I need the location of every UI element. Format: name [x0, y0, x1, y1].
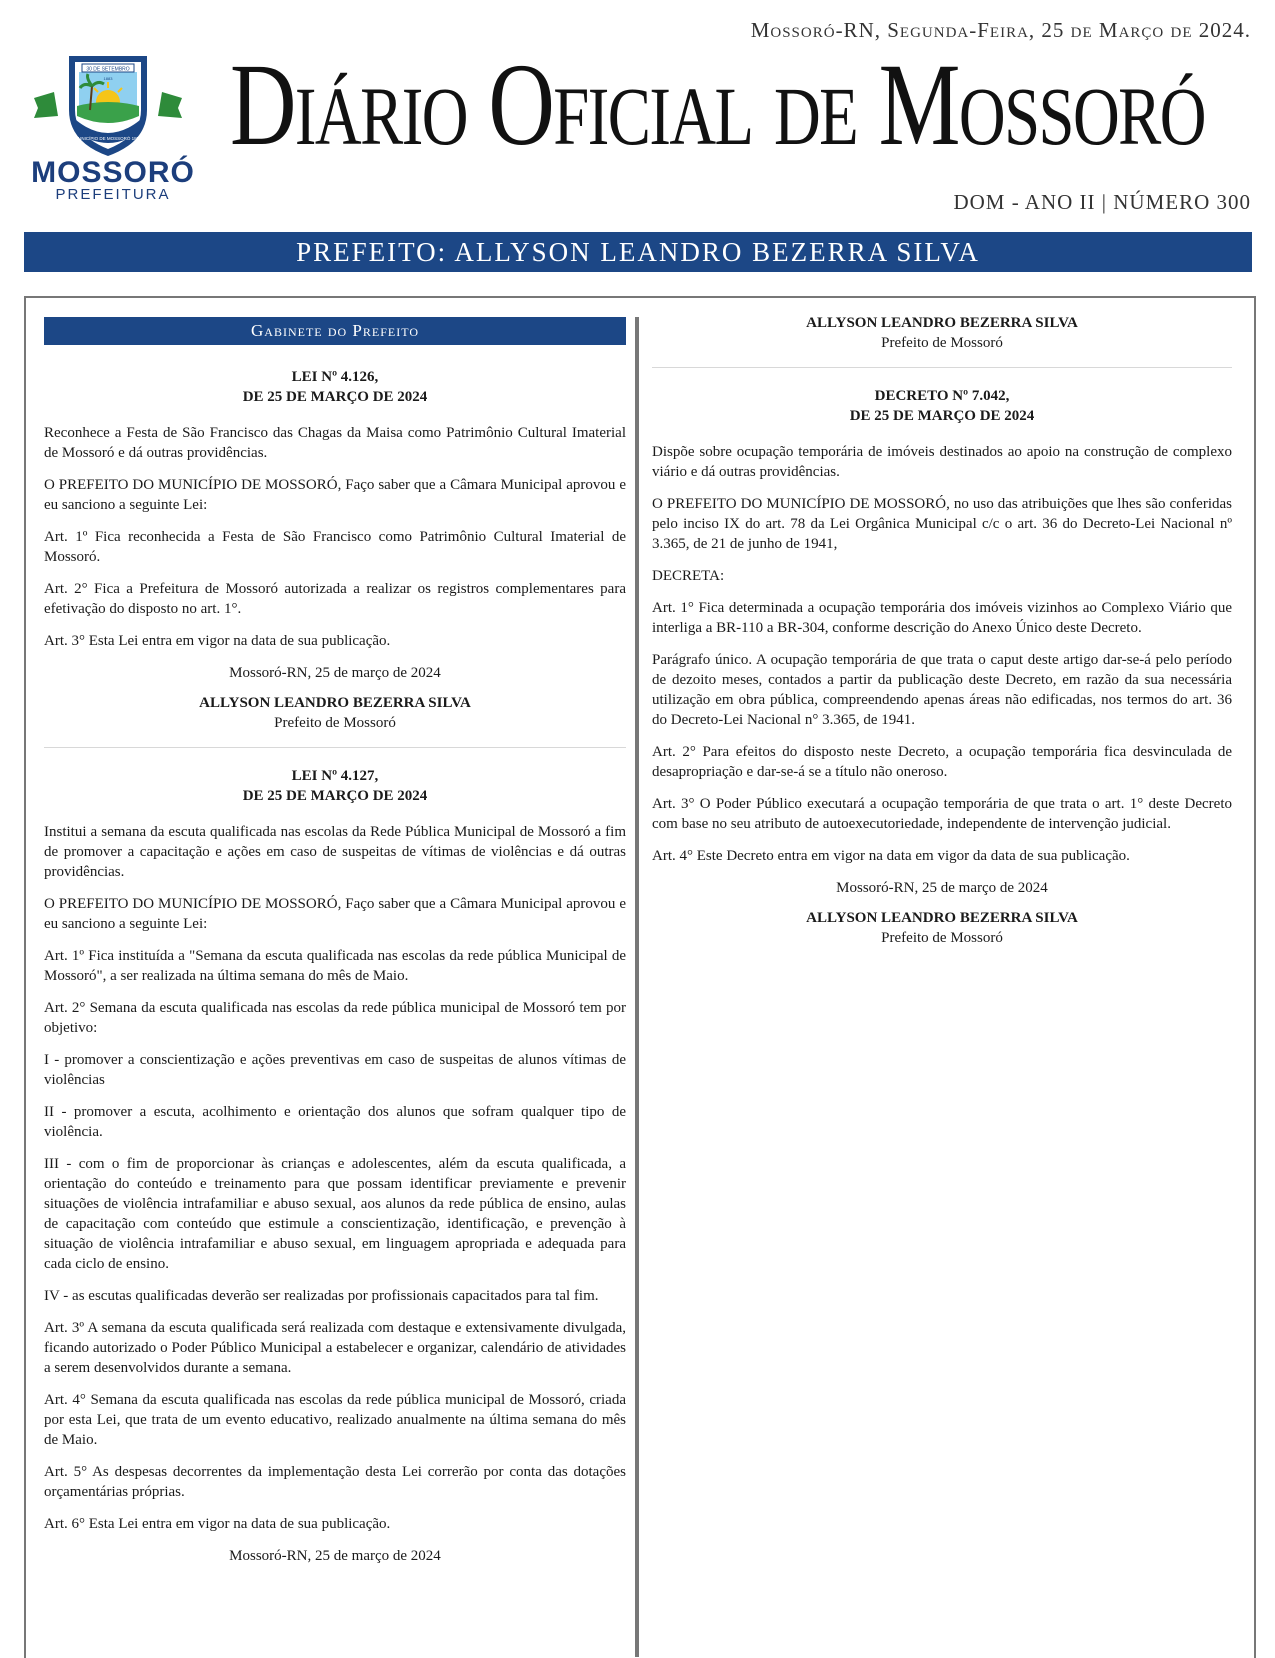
lei-4126-paragraph: Art. 1º Fica reconhecida a Festa de São Francisco como Patrimônio Cultural Imaterial de Mossoró.	[44, 529, 626, 565]
logo-subtitle: PREFEITURA	[55, 186, 171, 203]
logo-city: MOSSORÓ	[31, 156, 195, 189]
lei-4126-title	[44, 367, 626, 407]
left-column	[44, 317, 626, 1576]
decreto-paragraph: O PREFEITO DO MUNICÍPIO DE MOSSORÓ, no uso das atribuições que lhes são conferidas pelo inciso IX do art. 78 da Lei Orgânica Municipal c/c o art. 36 do Decreto-Lei Nacional nº 3.365, de 21 de junho de 1941,	[652, 496, 1232, 552]
column-divider	[635, 317, 639, 1657]
lei-4127-paragraph: Art. 2° Semana da escuta qualificada nas escolas da rede pública municipal de Mossoró tem por objetivo:	[44, 1000, 626, 1036]
decreto-paragraph: DECRETA:	[652, 568, 725, 584]
lei-4127-paragraph: Art. 1º Fica instituída a "Semana da escuta qualificada nas escolas da rede pública Municipal de Mossoró", a ser realizada na última semana do mês de Maio.	[44, 948, 626, 984]
decreto-place-date: Mossoró-RN, 25 de março de 2024	[836, 880, 1048, 896]
mayor-banner: PREFEITO: ALLYSON LEANDRO BEZERRA SILVA	[24, 232, 1252, 272]
lei-4127-paragraph: O PREFEITO DO MUNICÍPIO DE MOSSORÓ, Faço saber que a Câmara Municipal aprovou e eu sanciono a seguinte Lei:	[44, 896, 626, 932]
svg-text:MUNICÍPIO DE MOSSORÓ 1852: MUNICÍPIO DE MOSSORÓ 1852	[74, 136, 142, 141]
lei-4127-paragraph: Art. 5° As despesas decorrentes da implementação desta Lei correrão por conta das dotações orçamentárias próprias.	[44, 1464, 626, 1500]
decreto-7042-date: DE 25 DE MARÇO DE 2024	[849, 408, 1035, 424]
divider	[652, 367, 1232, 368]
svg-text:1883: 1883	[103, 76, 113, 81]
lei-4126-paragraph: Art. 3° Esta Lei entra em vigor na data de sua publicação.	[44, 633, 391, 649]
masthead-title: Diário Oficial de Mossoró	[230, 39, 1205, 170]
lei-4127-paragraph: IV - as escutas qualificadas deverão ser realizadas por profissionais capacitados para tal fim.	[44, 1288, 599, 1304]
lei-4127-date: DE 25 DE MARÇO DE 2024	[242, 788, 428, 804]
lei-4127-number: LEI Nº 4.127,	[291, 768, 379, 784]
decreto-signatory: ALLYSON LEANDRO BEZERRA SILVA	[806, 910, 1078, 926]
lei-4126-place-date: Mossoró-RN, 25 de março de 2024	[229, 665, 441, 681]
lei-4127-paragraph: Institui a semana da escuta qualificada nas escolas da Rede Pública Municipal de Mossoró a fim de promover a capacitação e ações em caso de suspeitas de vítimas de violências e dá outras providências.	[44, 824, 626, 880]
svg-text:30 DE SETEMBRO: 30 DE SETEMBRO	[86, 66, 130, 73]
decreto-paragraph: Art. 4° Este Decreto entra em vigor na data em vigor da data de sua publicação.	[652, 848, 1130, 864]
decreto-paragraph: Parágrafo único. A ocupação temporária de que trata o caput deste artigo dar-se-á pelo período de dezoito meses, contados a partir da publicação deste Decreto, em razão da sua necessária utilização em obra pública, compreendendo apenas áreas não edificadas, nos termos do art. 36 do Decreto-Lei Nacional n° 3.365, de 1941.	[652, 652, 1232, 728]
lei-4127-place-date: Mossoró-RN, 25 de março de 2024	[229, 1548, 441, 1564]
logo-wordmark	[24, 158, 202, 202]
lei-4127-title	[44, 766, 626, 806]
lei-4126-date: DE 25 DE MARÇO DE 2024	[242, 389, 428, 405]
divider	[44, 747, 626, 748]
lei-4127-paragraph: Art. 3º A semana da escuta qualificada será realizada com destaque e extensivamente divulgada, ficando autorizado o Poder Público Municipal a estabelecer e organizar, calendário de atividades a serem desenvolvidos durante a semana.	[44, 1320, 626, 1376]
lei-4127-paragraph: III - com o fim de proporcionar às crianças e adolescentes, além da escuta qualificada, a orientação do conteúdo e treinamento para que possam identificar previamente e prevenir situações de violência intrafamiliar e abuso sexual, aos alunos da rede pública de ensino, aulas de capacitação com conteúdo que estimule a conscientização, identificação, e prevenção à situação de violência intrafamiliar e abuso sexual, em linguagem apropriada e adequada para cada ciclo de ensino.	[44, 1156, 626, 1272]
lei-4126-signatory: ALLYSON LEANDRO BEZERRA SILVA	[199, 695, 471, 711]
lei-4126-signatory-role: Prefeito de Mossoró	[274, 715, 396, 731]
continued-signatory-role: Prefeito de Mossoró	[881, 335, 1003, 351]
section-header: Gabinete do Prefeito	[44, 317, 626, 345]
edition-number: DOM - ANO II | NÚMERO 300	[953, 190, 1251, 214]
decreto-paragraph: Art. 2° Para efeitos do disposto neste Decreto, a ocupação temporária fica desvinculada de desapropriação e dar-se-á se a título não oneroso.	[652, 744, 1232, 780]
lei-4126-number: LEI Nº 4.126,	[291, 369, 379, 385]
lei-4127-paragraph: II - promover a escuta, acolhimento e orientação dos alunos que sofram qualquer tipo de violência.	[44, 1104, 626, 1140]
lei-4127-paragraph: Art. 4° Semana da escuta qualificada nas escolas da rede pública municipal de Mossoró, criada por esta Lei, que trata de um evento educativo, realizado anualmente na última semana do mês de Maio.	[44, 1392, 626, 1448]
decreto-7042-title	[652, 386, 1232, 426]
lei-4126-paragraph: Reconhece a Festa de São Francisco das Chagas da Maisa como Patrimônio Cultural Imaterial de Mossoró e dá outras providências.	[44, 425, 626, 461]
decreto-signatory-role: Prefeito de Mossoró	[881, 930, 1003, 946]
decreto-7042-number: DECRETO Nº 7.042,	[874, 388, 1010, 404]
continued-signatory: ALLYSON LEANDRO BEZERRA SILVA	[806, 315, 1078, 331]
decreto-paragraph: Art. 3° O Poder Público executará a ocupação temporária de que trata o art. 1° deste Decreto com base no seu atributo de autoexecutoriedade, independente de intervenção judicial.	[652, 796, 1232, 832]
lei-4127-paragraph: I - promover a conscientização e ações preventivas em caso de suspeitas de alunos vítimas de violências	[44, 1052, 626, 1088]
right-column	[652, 313, 1232, 948]
lei-4127-paragraph: Art. 6° Esta Lei entra em vigor na data de sua publicação.	[44, 1516, 391, 1532]
dateline: Mossoró-RN, Segunda-Feira, 25 de Março de 2024.	[750, 18, 1251, 42]
decreto-paragraph: Dispõe sobre ocupação temporária de imóveis destinados ao apoio na construção de complexo viário e dá outras providências.	[652, 444, 1232, 480]
lei-4126-paragraph: O PREFEITO DO MUNICÍPIO DE MOSSORÓ, Faço saber que a Câmara Municipal aprovou e eu sanciono a seguinte Lei:	[44, 477, 626, 513]
coat-of-arms-icon	[24, 50, 204, 160]
decreto-paragraph: Art. 1° Fica determinada a ocupação temporária dos imóveis vizinhos ao Complexo Viário que interliga a BR-110 a BR-304, conforme descrição do Anexo Único deste Decreto.	[652, 600, 1232, 636]
lei-4126-paragraph: Art. 2° Fica a Prefeitura de Mossoró autorizada a realizar os registros complementares para efetivação do disposto no art. 1°.	[44, 581, 626, 617]
